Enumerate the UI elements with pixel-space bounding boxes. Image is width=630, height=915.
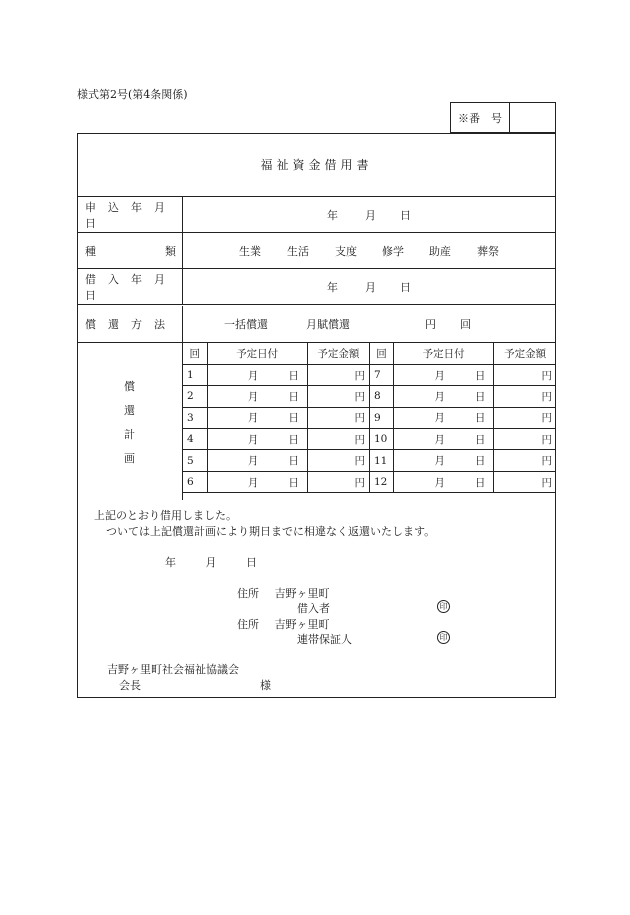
scheduled-amount-cell[interactable]: 円 [307,471,369,492]
form-reference: 様式第2号(第4条関係) [77,88,188,101]
installment-number: 12 [369,471,393,492]
day-label: 日 [474,455,486,468]
month-label: 月 [247,412,259,425]
header-date: 予定日付 [207,343,307,364]
repayment-method-row [77,306,556,343]
borrow-date-field[interactable] [183,269,556,304]
repayment-method-options [183,306,556,342]
application-date-row [77,197,556,233]
loan-type-row [77,233,556,269]
type-option[interactable]: 生活 [287,244,309,258]
loan-type-label [77,233,183,268]
table-row [183,386,556,407]
type-option[interactable]: 助産 [429,244,451,258]
scheduled-amount-cell[interactable]: 円 [494,386,556,407]
month-label: 月 [434,412,445,425]
month-label: 月 [434,369,445,382]
header-no: 回 [183,343,207,364]
address-label: 住所 [237,587,259,600]
plan-label-char: 計 [124,427,135,441]
installment-number: 5 [183,450,207,471]
month-label: 月 [247,369,259,382]
recipient-organization: 吉野ヶ里町社会福祉協議会 [107,663,239,676]
borrower-address[interactable] [237,585,330,601]
reference-number-box [450,102,556,133]
scheduled-date-cell[interactable] [394,471,494,492]
installment-number: 8 [369,386,393,407]
month-label: 月 [247,433,259,446]
installment-number: 10 [369,429,393,450]
statement-line-1: 上記のとおり借用しました。 [94,509,237,522]
header-no: 回 [369,343,393,364]
number-field[interactable] [510,103,555,132]
borrower-signature[interactable] [297,600,330,616]
loan-type-options [183,233,556,268]
day-label: 日 [288,412,299,425]
statement-line-2: ついては上記償還計画により期日までに相違なく返還いたします。 [106,525,436,538]
scheduled-date-cell[interactable] [394,450,494,471]
month-label: 月 [365,208,376,222]
day-label: 日 [474,390,486,403]
day-label: 日 [288,390,299,403]
type-option[interactable]: 生業 [239,244,261,258]
guarantor-signature[interactable] [297,631,352,647]
scheduled-date-cell[interactable] [207,450,307,471]
scheduled-amount-cell[interactable]: 円 [494,364,556,385]
day-label: 日 [474,412,486,425]
scheduled-amount-cell[interactable]: 円 [494,450,556,471]
day-label: 日 [400,208,411,222]
type-option[interactable]: 葬祭 [477,244,499,258]
day-label: 日 [400,280,411,294]
scheduled-amount-cell[interactable]: 円 [307,364,369,385]
type-option[interactable]: 支度 [335,244,357,258]
installment-number: 3 [183,407,207,428]
plan-label-char: 画 [124,451,135,465]
installment-number: 2 [183,386,207,407]
month-label: 月 [247,455,259,468]
month-label: 月 [434,390,445,403]
scheduled-amount-cell[interactable]: 円 [307,429,369,450]
seal-icon: 印 [437,600,450,613]
table-row [183,407,556,428]
scheduled-amount-cell[interactable]: 円 [307,386,369,407]
times-label: 回 [460,318,471,331]
application-date-label: 申込年月日 [77,197,183,232]
day-label: 日 [288,433,299,446]
lump-sum-option[interactable]: 一括償還 [224,318,268,331]
year-label: 年 [327,208,338,222]
type-option[interactable]: 修学 [382,244,404,258]
guarantor-address[interactable] [237,616,330,632]
month-label: 月 [365,280,376,294]
scheduled-date-cell[interactable] [207,364,307,385]
scheduled-amount-cell[interactable]: 円 [307,407,369,428]
month-label: 月 [434,433,445,446]
installment-number: 7 [369,364,393,385]
table-row [183,450,556,471]
installment-option[interactable]: 月賦償還 [306,318,350,331]
day-label: 日 [288,476,299,489]
scheduled-date-cell[interactable] [207,407,307,428]
table-row [183,429,556,450]
yen-label: 円 [425,318,436,331]
installment-number: 9 [369,407,393,428]
scheduled-date-cell[interactable] [394,386,494,407]
month-label: 月 [434,455,445,468]
borrower-label: 借入者 [297,602,330,615]
month-label: 月 [247,390,259,403]
month-label: 月 [205,556,217,569]
day-label: 日 [246,556,257,569]
honorific: 様 [260,679,271,692]
repayment-plan-label [77,343,183,500]
town-name: 吉野ヶ里町 [274,587,330,600]
scheduled-date-cell[interactable] [207,386,307,407]
scheduled-date-cell[interactable] [394,429,494,450]
borrow-date-row [77,269,556,305]
scheduled-date-cell[interactable] [207,429,307,450]
header-date: 予定日付 [394,343,494,364]
repayment-plan-table [183,343,556,493]
installment-number: 4 [183,429,207,450]
type-label-char-2: 類 [165,244,176,258]
scheduled-amount-cell[interactable]: 円 [494,429,556,450]
scheduled-amount-cell[interactable]: 円 [494,407,556,428]
table-header-row [183,343,556,364]
day-label: 日 [474,476,486,489]
seal-icon: 印 [437,631,450,644]
scheduled-amount-cell[interactable]: 円 [307,450,369,471]
day-label: 日 [288,369,299,382]
scheduled-date-cell[interactable] [394,407,494,428]
address-label: 住所 [237,618,259,631]
document-title: 福祉資金借用書 [77,133,556,197]
scheduled-amount-cell[interactable]: 円 [494,471,556,492]
day-label: 日 [288,455,299,468]
guarantor-label: 連帯保証人 [297,633,352,646]
installment-number: 6 [183,471,207,492]
number-label: ※番 号 [451,103,510,132]
installment-number: 1 [183,364,207,385]
header-amount: 予定金額 [307,343,369,364]
plan-label-char: 還 [124,403,135,417]
repayment-method-label: 償還方法 [77,306,183,342]
application-date-field[interactable] [183,197,556,232]
type-label-char-1: 種 [85,244,96,258]
year-label: 年 [165,556,176,569]
plan-label-char: 償 [124,379,135,393]
recipient-title: 会長 [119,679,141,692]
scheduled-date-cell[interactable] [207,471,307,492]
day-label: 日 [474,369,486,382]
month-label: 月 [434,476,445,489]
installment-number: 11 [369,450,393,471]
table-row [183,471,556,492]
table-row [183,364,556,385]
year-label: 年 [327,280,338,294]
month-label: 月 [247,476,259,489]
scheduled-date-cell[interactable] [394,364,494,385]
statement-date[interactable] [165,554,257,570]
town-name: 吉野ヶ里町 [274,618,330,631]
day-label: 日 [474,433,486,446]
header-amount: 予定金額 [494,343,556,364]
borrow-date-label: 借入年月日 [77,269,183,304]
